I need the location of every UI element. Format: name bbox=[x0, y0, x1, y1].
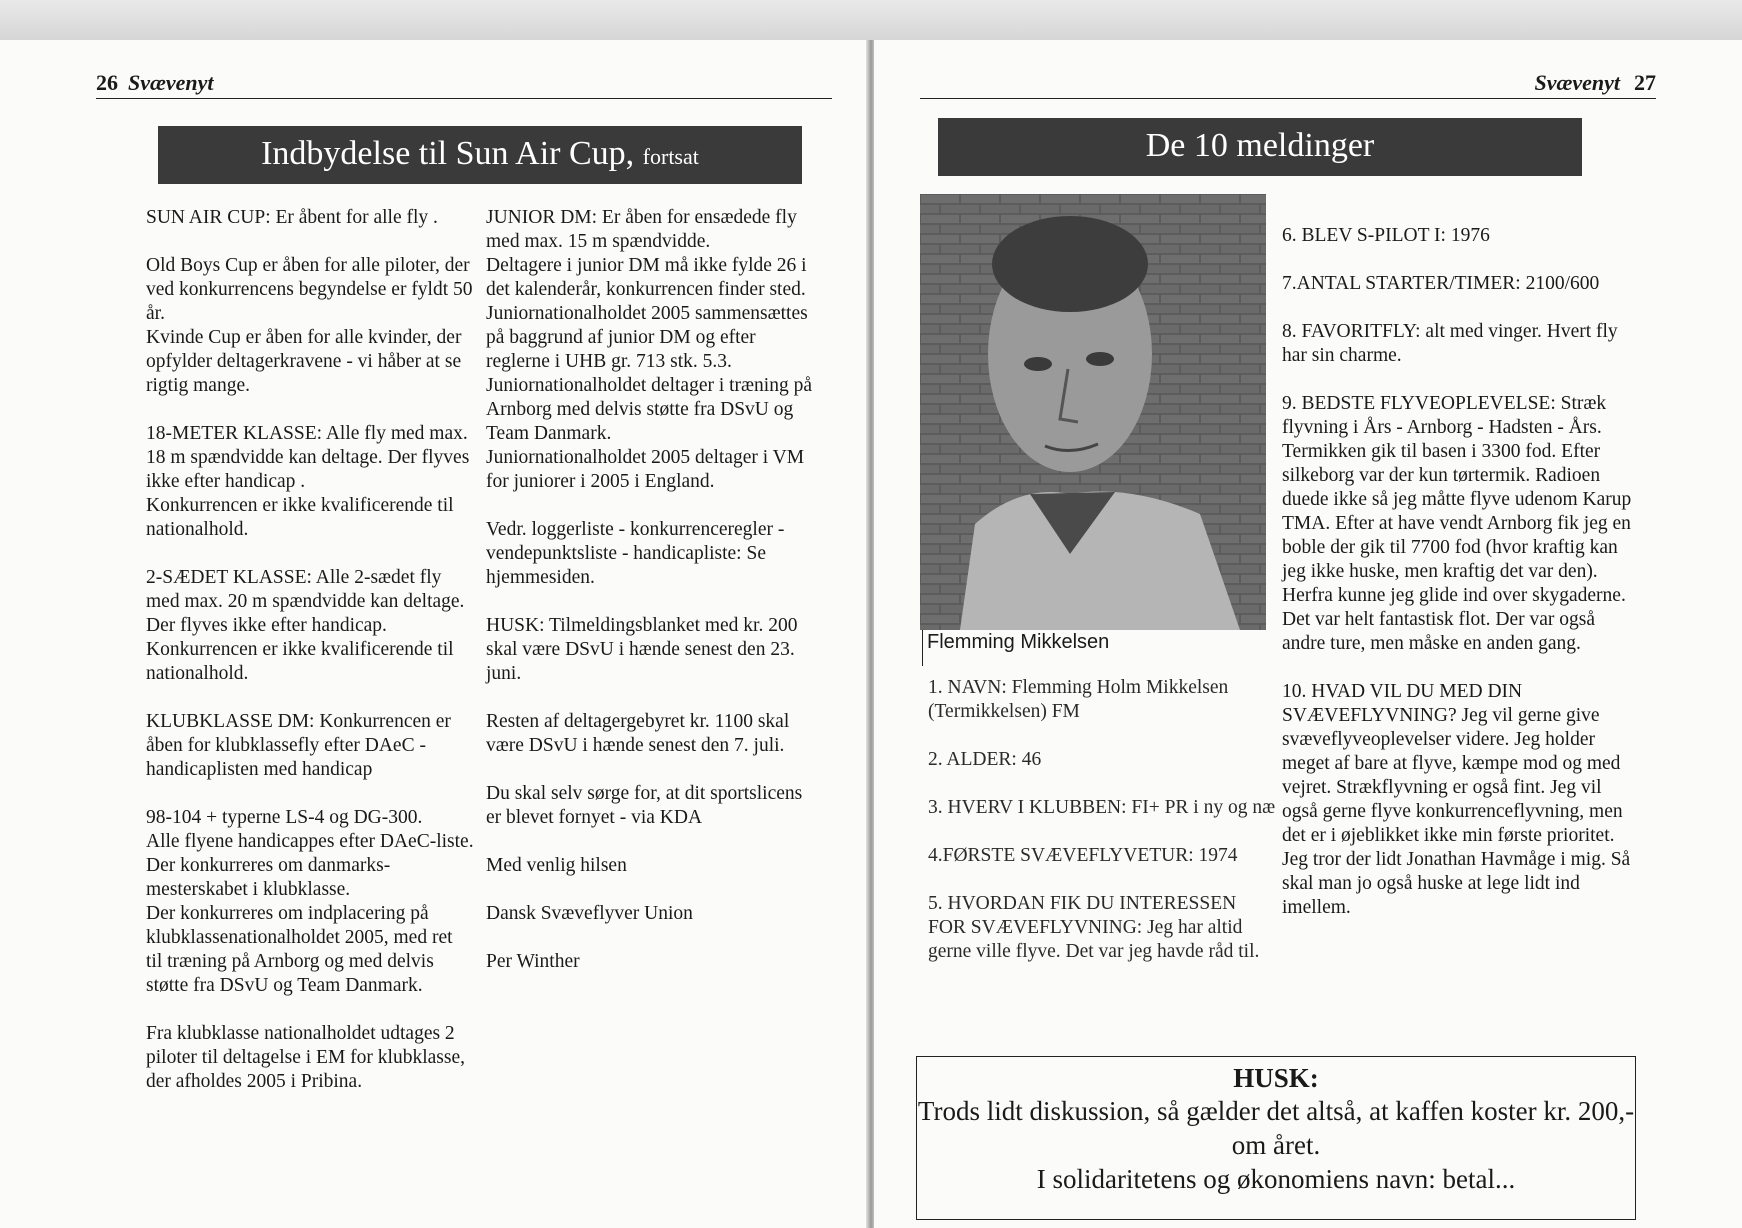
answer-4: 4.FØRSTE SVÆVEFLYVETUR: 1974 bbox=[928, 845, 1238, 866]
paragraph: HUSK: Tilmeldingsblanket med kr. 200 skal være DSvU i hænde senest den 23. juni. bbox=[486, 615, 798, 684]
answer-7: 7.ANTAL STARTER/TIMER: 2100/600 bbox=[1282, 273, 1600, 294]
left-page bbox=[0, 40, 868, 1228]
page-number: 26 bbox=[96, 70, 118, 95]
article-title-bar bbox=[938, 118, 1582, 176]
paragraph: SUN AIR CUP: Er åbent for alle fly . bbox=[146, 207, 438, 228]
running-head-right bbox=[920, 70, 1656, 99]
answer-9: 9. BEDSTE FLYVEOPLEVELSE: Stræk flyvning i Års - Arnborg - Hadsten - Års. Termikken gik til basen i 3300 fod. Efter silkeborg var der kun tørtermik. Radioen duede ikke så jeg måtte flyve udenom Karup TMA. Efter at have vendt Arnborg fik jeg en boble der gik til 7700 fod (hvor kraftig kan jeg ikke huske, men kraftig det var den). Herfra kunne jeg glide ind over skygaderne. Det var helt fantastisk flot. Der var også andre ture, men måske en anden gang. bbox=[1282, 393, 1632, 654]
paragraph: Vedr. loggerliste - konkurrenceregler - vendepunktsliste - handicapliste: Se hjemmesiden. bbox=[486, 519, 785, 588]
right-column-1 bbox=[928, 676, 1278, 988]
paragraph: 18-METER KLASSE: Alle fly med max. 18 m spændvidde kan deltage. Der flyves ikke efter handicap . Konkurrencen er ikke kvalificerende til nationalhold. bbox=[146, 423, 470, 540]
paragraph: Old Boys Cup er åben for alle piloter, der ved konkurrencens begyndelse er fyldt 50 år. Kvinde Cup er åben for alle kvinder, der opfylder deltagerkravene - vi håber at se rigtig mange. bbox=[146, 255, 473, 396]
paragraph: Fra klubklasse nationalholdet udtages 2 piloter til deltagelse i EM for klubklasse, der afholdes 2005 i Pribina. bbox=[146, 1023, 465, 1092]
paragraph: Du skal selv sørge for, at dit sportslicens er blevet fornyet - via KDA bbox=[486, 783, 803, 828]
paragraph: 98-104 + typerne LS-4 og DG-300. Alle flyene handicappes efter DAeC-liste. Der konkurreres om danmarks-mesterskabet i klubklasse. Der konkurreres om indplacering på klubklassenationalholdet 2005, med ret til træning på Arnborg og med delvis støtte fra DSvU og Team Danmark. bbox=[146, 807, 474, 996]
left-column-2 bbox=[486, 206, 816, 998]
answer-3: 3. HVERV I KLUBBEN: FI+ PR i ny og næ bbox=[928, 797, 1276, 818]
husk-heading: HUSK: bbox=[1233, 1063, 1319, 1093]
portrait-image bbox=[920, 194, 1266, 630]
left-column-1 bbox=[146, 206, 476, 1118]
paragraph: Dansk Svæveflyver Union bbox=[486, 903, 693, 924]
paragraph: 2-SÆDET KLASSE: Alle 2-sædet fly med max. 20 m spændvidde kan deltage. Der flyves ikke efter handicap. Konkurrencen er ikke kvalificerende til nationalhold. bbox=[146, 567, 465, 684]
answer-2: 2. ALDER: 46 bbox=[928, 749, 1042, 770]
running-head-left bbox=[96, 70, 832, 99]
answer-6: 6. BLEV S-PILOT I: 1976 bbox=[1282, 225, 1490, 246]
husk-text-2: I solidaritetens og økonomiens navn: betal... bbox=[1036, 1164, 1516, 1194]
article-title: De 10 meldinger bbox=[1145, 127, 1375, 164]
paragraph: Per Winther bbox=[486, 951, 580, 972]
husk-text-1: Trods lidt diskussion, så gælder det altså, at kaffen koster kr. 200,- om året. bbox=[917, 1096, 1635, 1160]
paragraph: KLUBKLASSE DM: Konkurrencen er åben for klubklassefly efter DAeC - handicaplisten med handicap bbox=[146, 711, 451, 780]
portrait-photo bbox=[920, 194, 1266, 630]
answer-5: 5. HVORDAN FIK DU INTERESSEN FOR SVÆVEFLYVNING: Jeg har altid gerne ville flyve. Det var jeg havde råd til. bbox=[928, 893, 1260, 962]
page-number: 27 bbox=[1634, 70, 1656, 95]
answer-1: 1. NAVN: Flemming Holm Mikkelsen (Termikkelsen) FM bbox=[928, 677, 1229, 722]
magazine-name: Svævenyt bbox=[128, 70, 214, 95]
article-title-bar bbox=[158, 126, 802, 184]
magazine-name: Svævenyt bbox=[1534, 70, 1620, 95]
article-title: Indbydelse til Sun Air Cup, bbox=[261, 135, 635, 172]
paragraph: JUNIOR DM: Er åben for ensædede fly med max. 15 m spændvidde. Deltagere i junior DM må ikke fylde 26 i det kalenderår, konkurrencen finder sted. Juniornationalholdet 2005 sammensættes på baggrund af junior DM og efter reglerne i UHB gr. 713 stk. 5.3. Juniornationalholdet deltager i træning på Arnborg med delvis støtte fra DSvU og Team Danmark. Juniornationalholdet 2005 deltager i VM for juniorer i 2005 i England. bbox=[486, 207, 813, 492]
right-page bbox=[874, 40, 1742, 1228]
photo-caption: Flemming Mikkelsen bbox=[922, 630, 1227, 666]
article-title-suffix: fortsat bbox=[642, 144, 699, 169]
answer-8: 8. FAVORITFLY: alt med vinger. Hvert fly har sin charme. bbox=[1282, 321, 1618, 366]
scan-top-edge bbox=[0, 0, 1742, 40]
husk-notice-box bbox=[916, 1056, 1636, 1220]
right-column-2 bbox=[1282, 224, 1632, 944]
paragraph: Med venlig hilsen bbox=[486, 855, 627, 876]
answer-10: 10. HVAD VIL DU MED DIN SVÆVEFLYVNING? Jeg vil gerne give svæveflyveoplevelser videre. Jeg holder meget af bare at flyve, kæmpe mod og med vejret. Strækflyvning er også fint. Jeg vil også gerne flyve konkurrenceflyvning, men det er i øjeblikket ikke min første prioritet. Jeg tror der lidt Jonathan Havmåge i mig. Så skal man jo også huske at lege lidt ind imellem. bbox=[1282, 681, 1631, 918]
paragraph: Resten af deltagergebyret kr. 1100 skal være DSvU i hænde senest den 7. juli. bbox=[486, 711, 790, 756]
